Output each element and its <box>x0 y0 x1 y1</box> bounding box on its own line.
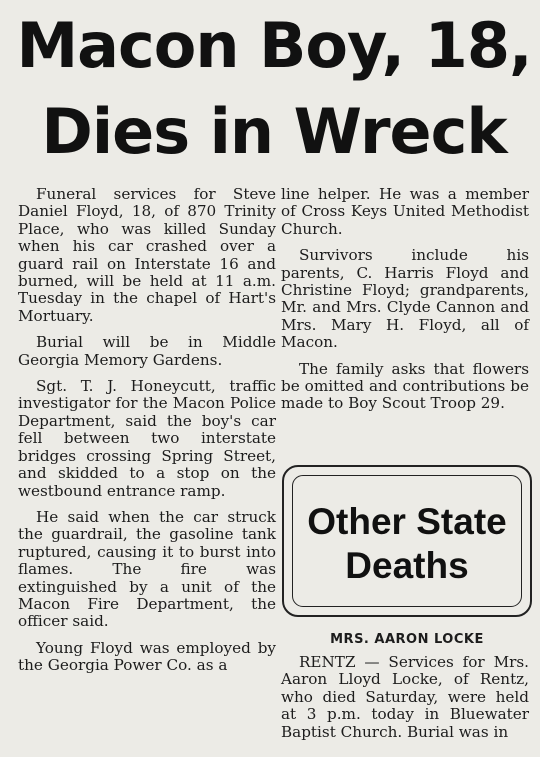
section-header-box <box>282 465 532 617</box>
article-paragraph: Young Floyd was employed by the Georgia Power Co. as a <box>18 638 276 675</box>
headline-line-1: Macon Boy, 18, <box>16 9 532 82</box>
article-paragraph: Survivors include his parents, C. Harris Floyd and Christine Floyd; grandparents, Mr. and Mrs. Clyde Cannon and Mrs. Mary H. Floyd, all of Macon. <box>281 246 529 352</box>
section-header-inner-border <box>292 475 522 607</box>
article-paragraph: Funeral services for Steve Daniel Floyd, 18, of 870 Trinity Place, who was killed Sunday when his car crashed over a guard rail on Interstate 16 and burned, will be held at 11 a.m. Tuesday in the chapel of Hart's Mortuary. <box>18 185 276 325</box>
obituary-heading: MRS. AARON LOCKE <box>330 632 484 647</box>
article-paragraph: Sgt. T. J. Honeycutt, traffic investigator for the Macon Police Department, said the boy's car fell between two interstate bridges crossing Spring Street, and skidded to a stop on the westbound entrance ramp. <box>18 377 276 500</box>
article-column-1 <box>18 186 276 684</box>
article-paragraph-continued: line helper. He was a member of Cross Keys United Methodist Church. <box>281 185 529 238</box>
article-paragraph: The family asks that flowers be omitted and contributions be made to Boy Scout Troop 29. <box>281 359 529 413</box>
section-header-line-1: Other State <box>307 501 507 542</box>
obituary-paragraph: RENTZ — Services for Mrs. Aaron Lloyd Locke, of Rentz, who died Saturday, were held at 3 p.m. today in Bluewater Baptist Church. Burial was in <box>281 653 529 741</box>
headline-line-2: Dies in Wreck <box>41 95 507 168</box>
article-paragraph: Burial will be in Middle Georgia Memory Gardens. <box>18 333 276 369</box>
section-header-title <box>293 500 521 588</box>
section-header-line-2: Deaths <box>345 545 469 586</box>
article-paragraph: He said when the car struck the guardrail, the gasoline tank ruptured, causing it to burst into flames. The fire was extinguished by a unit of the Macon Fire Department, the officer said. <box>18 507 276 631</box>
article-column-2 <box>281 186 529 422</box>
obituary-text-column <box>281 654 529 750</box>
